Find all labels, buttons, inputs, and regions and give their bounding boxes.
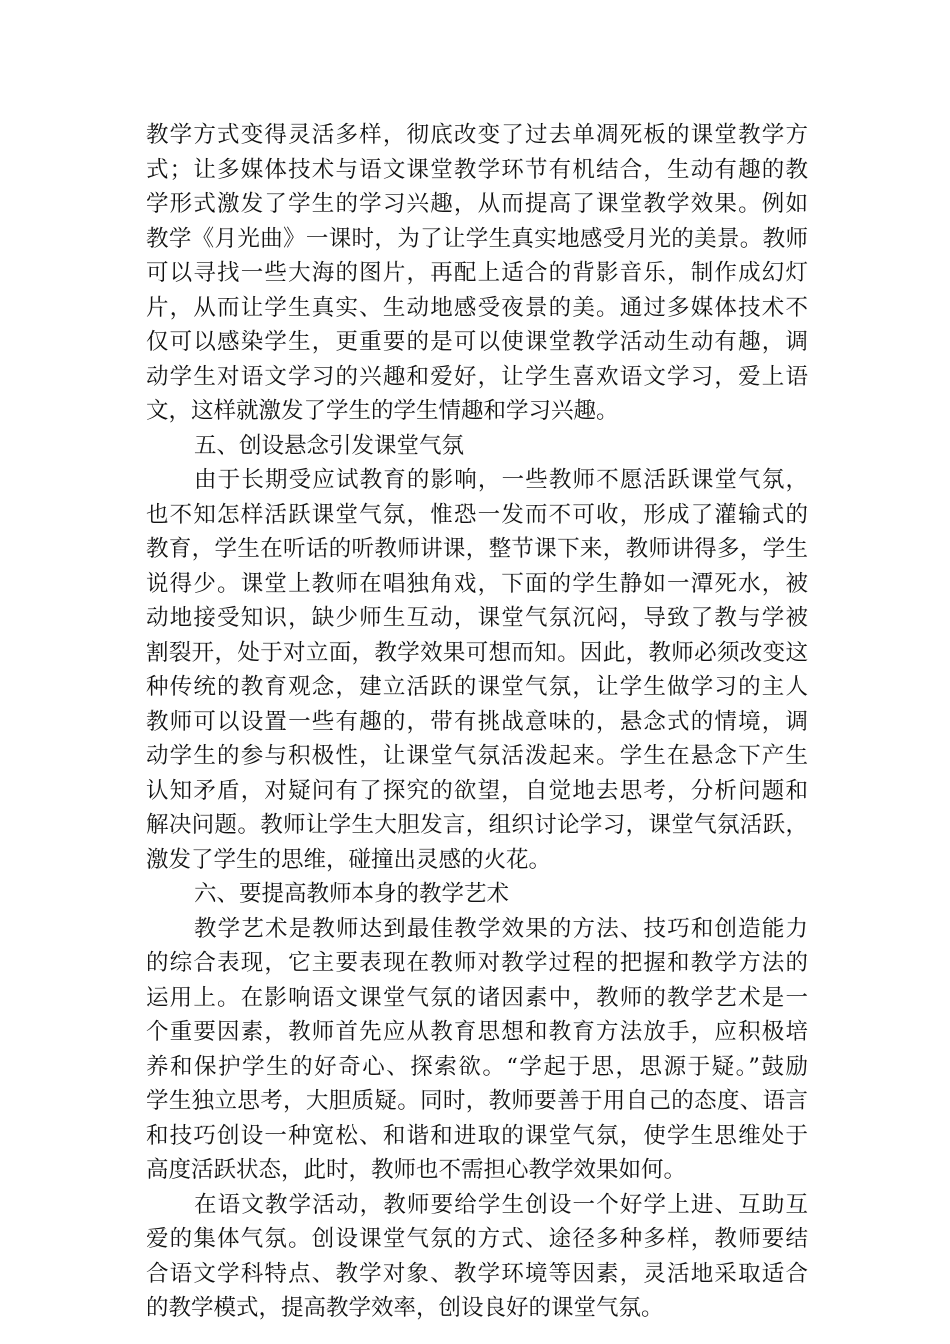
text-line: 割裂开，处于对立面，教学效果可想而知。因此，教师必须改变这: [146, 639, 808, 666]
text-line: 学生独立思考，大胆质疑。同时，教师要善于用自己的态度、语言: [146, 1088, 808, 1114]
text-line: 动学生的参与积极性，让课堂气氛活泼起来。学生在悬念下产生: [146, 743, 808, 769]
text-line: 解决问题。教师让学生大胆发言，组织讨论学习，课堂气氛活跃，: [146, 812, 808, 838]
text-line: 爱的集体气氛。创设课堂气氛的方式、途径多种多样，教师要结: [146, 1226, 808, 1252]
text-line: 运用上。在影响语文课堂气氛的诸因素中，教师的教学艺术是一: [146, 984, 808, 1011]
text-line: 也不知怎样活跃课堂气氛，惟恐一发而不可收，形成了灌输式的: [146, 501, 808, 528]
paragraph-suspense: [146, 463, 808, 877]
text-line: 的综合表现，它主要表现在教师对教学过程的把握和教学方法的: [146, 950, 808, 976]
text-line: 认知矛盾，对疑问有了探究的欲望，自觉地去思考，分析问题和: [146, 777, 808, 804]
text-line: 学形式激发了学生的学习兴趣，从而提高了课堂教学效果。例如: [146, 191, 808, 217]
paragraph-teaching-art: [146, 912, 808, 1188]
paragraph-conclusion: [146, 1188, 808, 1326]
text-line: 片，从而让学生真实、生动地感受夜景的美。通过多媒体技术不: [146, 294, 808, 321]
text-line: 说得少。课堂上教师在唱独角戏，下面的学生静如一潭死水，被: [146, 570, 808, 597]
section-heading-5: 五、创设悬念引发课堂气氛: [194, 432, 465, 459]
text-line: 动学生对语文学习的兴趣和爱好，让学生喜欢语文学习，爱上语: [146, 363, 808, 390]
text-line: 式；让多媒体技术与语文课堂教学环节有机结合，生动有趣的教: [146, 156, 808, 183]
text-line: 激发了学生的思维，碰撞出灵感的火花。: [146, 846, 552, 873]
text-line: 养和保护学生的好奇心、探索欲。“学起于思，思源于疑。”鼓励: [146, 1053, 808, 1080]
text-line: 由于长期受应试教育的影响，一些教师不愿活跃课堂气氛，: [194, 467, 808, 493]
document-page: [146, 118, 808, 1326]
text-line: 个重要因素，教师首先应从教育思想和教育方法放手，应积极培: [146, 1019, 808, 1045]
text-line: 种传统的教育观念，建立活跃的课堂气氛，让学生做学习的主人: [146, 674, 808, 700]
text-line: 教育，学生在听话的听教师讲课，整节课下来，教师讲得多，学生: [146, 536, 808, 562]
text-line: 教学方式变得灵活多样，彻底改变了过去单凋死板的课堂教学方: [146, 122, 808, 148]
text-line: 文，这样就激发了学生的学生情趣和学习兴趣。: [146, 398, 619, 424]
text-line: 高度活跃状态，此时，教师也不需担心教学效果如何。: [146, 1157, 687, 1183]
text-line: 教师可以设置一些有趣的，带有挑战意味的，悬念式的情境，调: [146, 708, 808, 735]
paragraph-multimedia: [146, 118, 808, 429]
text-line: 仅可以感染学生，更重要的是可以使课堂教学活动生动有趣，调: [146, 329, 808, 355]
text-line: 教学艺术是教师达到最佳教学效果的方法、技巧和创造能力: [194, 915, 808, 942]
text-line: 动地接受知识，缺少师生互动，课堂气氛沉闷，导致了教与学被: [146, 605, 808, 631]
text-line: 合语文学科特点、教学对象、教学环境等因素，灵活地采取适合: [146, 1260, 808, 1287]
text-line: 可以寻找一些大海的图片，再配上适合的背影音乐，制作成幻灯: [146, 260, 808, 286]
text-line: 和技巧创设一种宽松、和谐和进取的课堂气氛，使学生思维处于: [146, 1122, 808, 1149]
text-line: 教学《月光曲》一课时，为了让学生真实地感受月光的美景。教师: [146, 225, 808, 252]
section-heading-6: 六、要提高教师本身的教学艺术: [194, 881, 510, 907]
text-line: 在语文教学活动，教师要给学生创设一个好学上进、互助互: [194, 1191, 808, 1218]
text-line: 的教学模式，提高教学效率，创设良好的课堂气氛。: [146, 1295, 664, 1321]
